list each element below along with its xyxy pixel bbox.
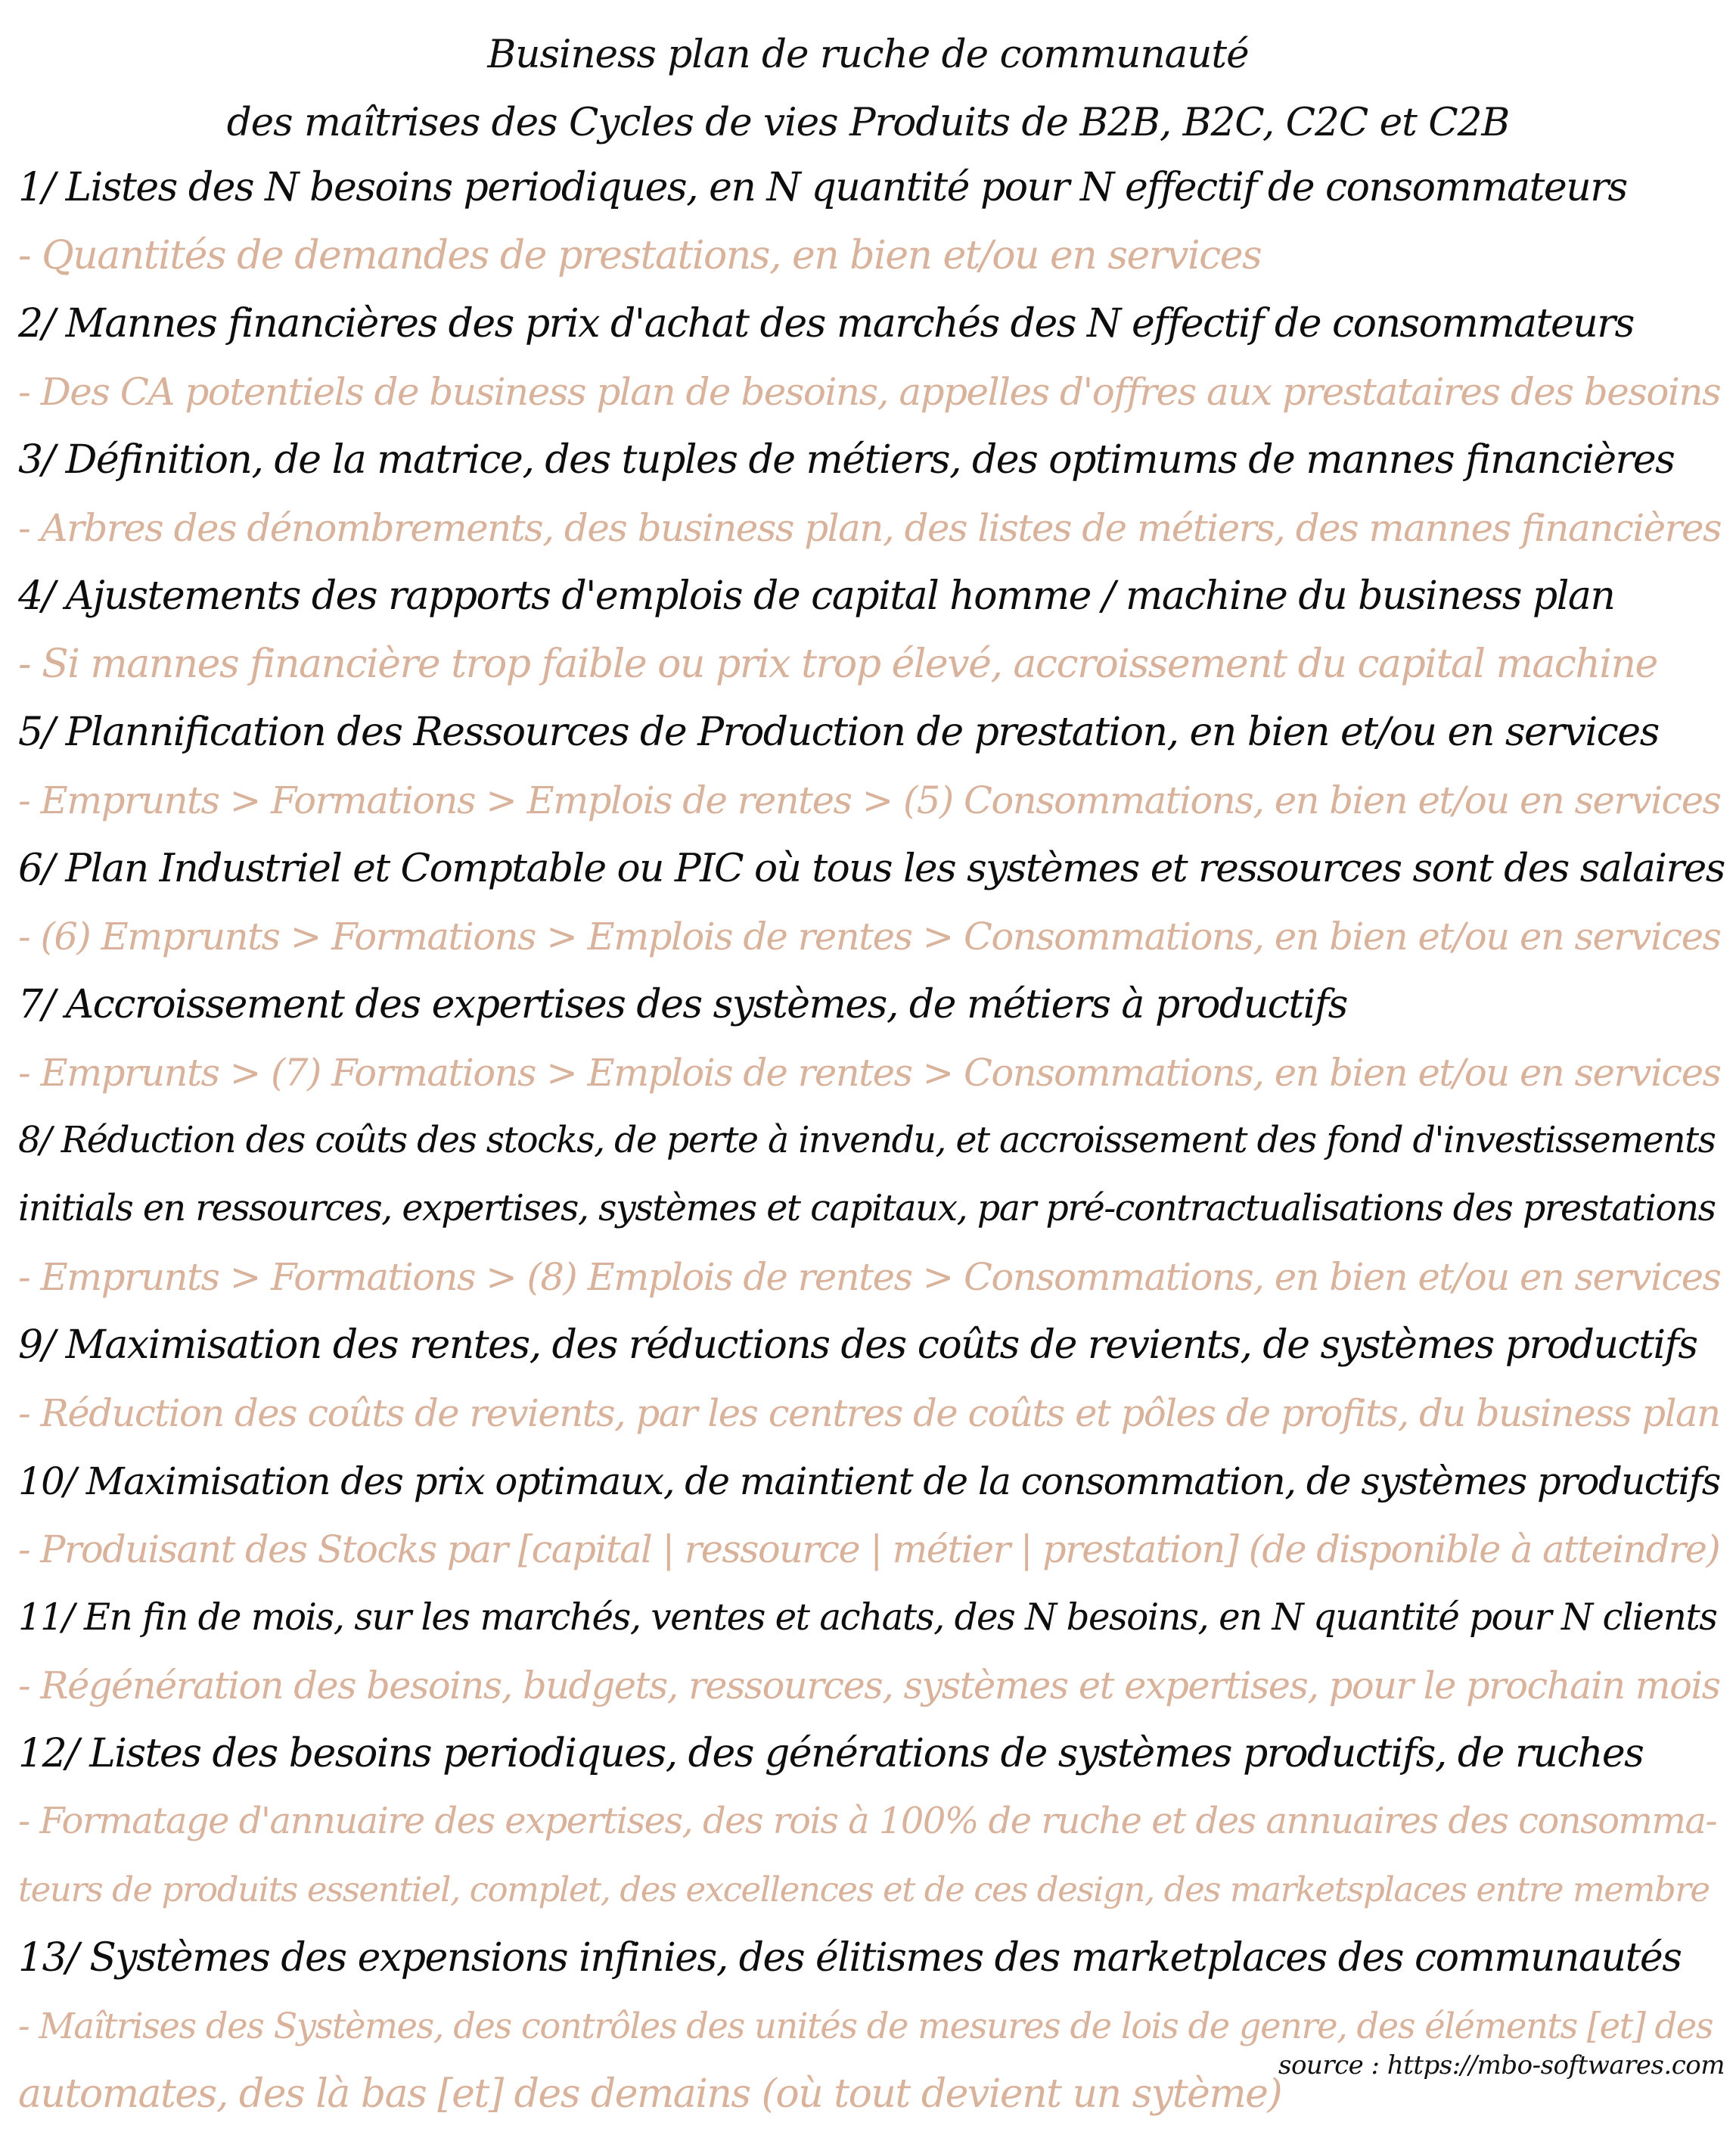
document-title-line-2: des maîtrises des Cycles de vies Produits de B2B, B2C, C2C et C2B (226, 100, 1510, 145)
step-5-heading: 5/ Plannification des Ressources de Production de prestation, en bien et/ou en services (18, 710, 1659, 755)
step-13-detail-continued: automates, des là bas [et] des demains (où tout devient un sytème) (18, 2071, 1282, 2117)
step-3-detail: - Arbres des dénombrements, des business plan, des listes de métiers, des mannes financières (18, 506, 1722, 550)
step-6-heading: 6/ Plan Industriel et Comptable ou PIC où tous les systèmes et ressources sont des salaires (18, 846, 1725, 891)
step-10-detail: - Produisant des Stocks par [capital | ressource | métier | prestation] (de disponible à atteindre) (18, 1527, 1720, 1571)
step-7-detail: - Emprunts > (7) Formations > Emplois de rentes > Consommations, en bien et/ou en services (18, 1051, 1721, 1095)
step-11-heading: 11/ En fin de mois, sur les marchés, ventes et achats, des N besoins, en N quantité pour N clients (18, 1596, 1717, 1639)
step-13-detail: - Maîtrises des Systèmes, des contrôles des unités de mesures de lois de genre, des éléments [et] des (18, 2006, 1713, 2046)
step-4-heading: 4/ Ajustements des rapports d'emplois de capital homme / machine du business plan (18, 573, 1615, 619)
step-6-detail: - (6) Emprunts > Formations > Emplois de rentes > Consommations, en bien et/ou en services (18, 915, 1721, 959)
step-12-heading: 12/ Listes des besoins periodiques, des générations de systèmes productifs, de ruches (18, 1731, 1644, 1776)
step-4-detail: - Si mannes financière trop faible ou prix trop élevé, accroissement du capital machine (18, 642, 1657, 687)
step-2-heading: 2/ Mannes financières des prix d'achat des marchés des N effectif de consommateurs (18, 301, 1634, 346)
step-13-heading: 13/ Systèmes des expensions infinies, des élitismes des marketplaces des communautés (18, 1935, 1682, 1981)
step-8-heading: 8/ Réduction des coûts des stocks, de perte à invendu, et accroissement des fond d'investissements (18, 1120, 1716, 1161)
step-10-heading: 10/ Maximisation des prix optimaux, de maintient de la consommation, de systèmes productifs (18, 1459, 1720, 1503)
step-1-detail: - Quantités de demandes de prestations, en bien et/ou en services (18, 233, 1262, 278)
step-1-heading: 1/ Listes des N besoins periodiques, en N quantité pour N effectif de consommateurs (18, 165, 1627, 210)
step-9-detail: - Réduction des coûts de revients, par les centres de coûts et pôles de profits, du business plan (18, 1391, 1720, 1435)
source-credit: source : https://mbo-softwares.com (1278, 2050, 1725, 2080)
step-12-detail: - Formatage d'annuaire des expertises, des rois à 100% de ruche et des annuaires des consomma- (18, 1801, 1717, 1842)
step-12-detail-continued: teurs de produits essentiel, complet, des excellences et de ces design, des marketsplaces entre membre (18, 1869, 1710, 1909)
document-title-line-1: Business plan de ruche de communauté (487, 32, 1249, 77)
step-8-heading-continued: initials en ressources, expertises, systèmes et capitaux, par pré-contractualisations des prestations (18, 1188, 1716, 1229)
step-9-heading: 9/ Maximisation des rentes, des réductions des coûts de revients, de systèmes productifs (18, 1322, 1697, 1368)
step-8-detail: - Emprunts > Formations > (8) Emplois de rentes > Consommations, en bien et/ou en services (18, 1255, 1721, 1299)
step-11-detail: - Régénération des besoins, budgets, ressources, systèmes et expertises, pour le prochain mois (18, 1664, 1720, 1708)
step-7-heading: 7/ Accroissement des expertises des systèmes, de métiers à productifs (18, 982, 1347, 1027)
step-5-detail: - Emprunts > Formations > Emplois de rentes > (5) Consommations, en bien et/ou en services (18, 778, 1721, 822)
step-2-detail: - Des CA potentiels de business plan de besoins, appelles d'offres aux prestataires des besoins (18, 370, 1721, 414)
step-3-heading: 3/ Définition, de la matrice, des tuples de métiers, des optimums de mannes financières (18, 437, 1675, 483)
